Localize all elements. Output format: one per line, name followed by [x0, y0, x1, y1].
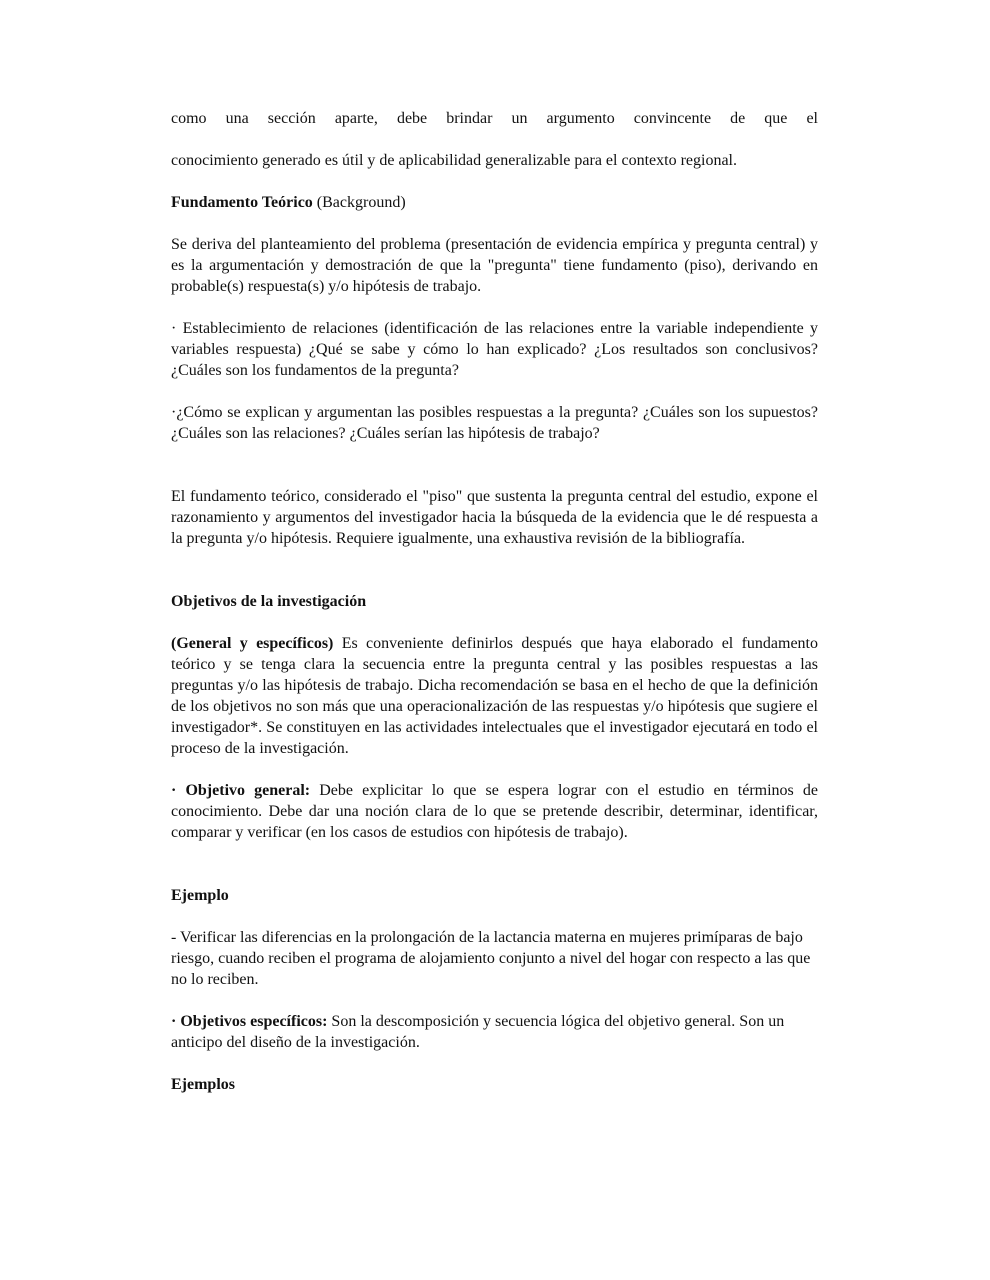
heading-fundamento-bold: Fundamento Teórico [171, 194, 313, 211]
heading-fundamento-rest: (Background) [312, 194, 406, 211]
heading-ejemplo [171, 885, 818, 906]
heading-ejemplo-text: Ejemplo [171, 887, 229, 904]
paragraph-objetivos-especificos-text: Son la descomposición y secuencia lógica del objetivo general. Son un anticipo del diseño de la investigación. [171, 1013, 785, 1051]
paragraph-general-especificos [171, 633, 818, 759]
paragraph-objetivo-general-bold: · Objetivo general: [171, 782, 311, 799]
paragraph-ejemplo-lactancia: - Verificar las diferencias en la prolongación de la lactancia materna en mujeres primíparas de bajo riesgo, cuando reciben el programa de alojamiento conjunto a nivel del hogar con respecto a las que no lo reciben. [171, 929, 811, 988]
paragraph-fundamento-piso: El fundamento teórico, considerado el "piso" que sustenta la pregunta central del estudio, expone el razonamiento y argumentos del investigador hacia la búsqueda de la evidencia que le dé respuesta a la pregunta y/o hipótesis. Requiere igualmente, una exhaustiva revisión de la bibliografía. [171, 488, 818, 547]
document-page [171, 108, 818, 1095]
heading-fundamento-teorico [171, 192, 818, 213]
paragraph-general-especificos-text: Es conveniente definirlos después que haya elaborado el fundamento teórico y se tenga clara la secuencia entre la pregunta central y las posibles respuestas a las preguntas y/o las hipótesis de trabajo. Dicha recomendación se basa en el hecho de que la definición de los objetivos no son más que una operacionalización de las respuestas y/o hipótesis que sugiere el investigador*. Se constituyen en las actividades intelectuales que el investigador ejecutará en todo el proceso de la investigación. [171, 635, 818, 757]
heading-objetivos [171, 591, 818, 612]
paragraph-objetivos-especificos-bold: · Objetivos específicos: [171, 1013, 328, 1030]
paragraph-fundamento-derivation: Se deriva del planteamiento del problema (presentación de evidencia empírica y pregunta central) y es la argumentación y demostración de que la "pregunta" tiene fundamento (piso), derivando en probable(s) respuesta(s) y/o hipótesis de trabajo. [171, 236, 818, 295]
paragraph-objetivos-especificos [171, 1011, 818, 1053]
paragraph-objetivo-general [171, 780, 818, 843]
paragraph-respuestas: ·¿Cómo se explican y argumentan las posibles respuestas a la pregunta? ¿Cuáles son los supuestos? ¿Cuáles son las relaciones? ¿Cuáles serían las hipótesis de trabajo? [171, 404, 818, 442]
heading-ejemplos-text: Ejemplos [171, 1076, 235, 1093]
paragraph-objetivo-general-text: Debe explicitar lo que se espera lograr con el estudio en términos de conocimiento. Debe dar una noción clara de lo que se pretende describir, determinar, identificar, comparar y verificar (en los casos de estudios con hipótesis de trabajo). [171, 782, 819, 841]
paragraph-relaciones: · Establecimiento de relaciones (identificación de las relaciones entre la variable independiente y variables respuesta) ¿Qué se sabe y cómo lo han explicado? ¿Los resultados son conclusivos? ¿Cuáles son los fundamentos de la pregunta? [171, 320, 818, 379]
heading-objetivos-text: Objetivos de la investigación [171, 593, 367, 610]
heading-ejemplos [171, 1074, 818, 1095]
paragraph-intro-line2: conocimiento generado es útil y de aplicabilidad generalizable para el contexto regional. [171, 152, 737, 169]
paragraph-general-especificos-bold: (General y específicos) [171, 635, 334, 652]
paragraph-intro-line1: como una sección aparte, debe brindar un argumento convincente de que el [171, 110, 818, 127]
